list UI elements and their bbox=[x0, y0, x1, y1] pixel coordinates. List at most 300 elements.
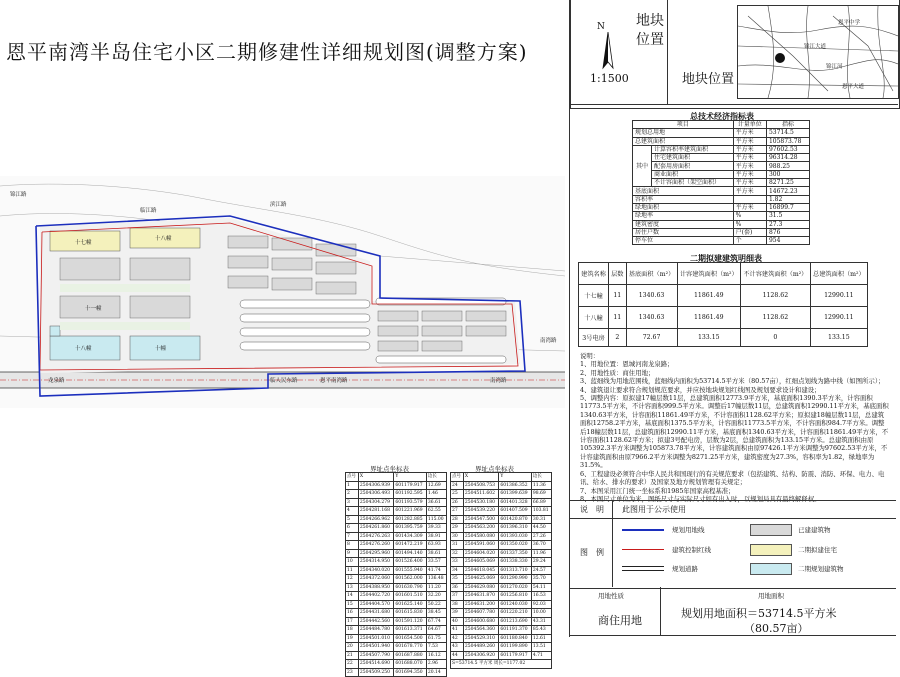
table-row bbox=[633, 228, 810, 236]
road-label: 滨江路 bbox=[270, 202, 287, 208]
table-row bbox=[346, 549, 447, 558]
row-value: 97602.53 bbox=[766, 145, 809, 153]
column-header: 总建筑面积（m²） bbox=[810, 263, 867, 285]
row-unit: 平方米 bbox=[733, 145, 766, 153]
row-value: 27.3 bbox=[766, 220, 809, 228]
location-map-graphic bbox=[738, 6, 898, 98]
cell: 601395.759 bbox=[394, 524, 426, 533]
cell: 601282.885 bbox=[394, 515, 426, 524]
cell: 23 bbox=[346, 668, 359, 677]
cell: 601337.350 bbox=[499, 549, 531, 558]
scale-label: 1:1500 bbox=[590, 72, 629, 85]
row-label: 容积率 bbox=[633, 195, 734, 203]
row-value: 1.82 bbox=[766, 195, 809, 203]
row-unit: 平方米 bbox=[733, 137, 766, 145]
note-line: 7、本图采用江门统一坐标系和1985年国家高程基准； bbox=[580, 486, 735, 495]
cell: 1340.63 bbox=[626, 307, 677, 329]
cell: 16.12 bbox=[426, 651, 446, 660]
cell: 2504484.780 bbox=[358, 626, 394, 635]
row-value: 8271.25 bbox=[766, 179, 809, 187]
row-value: 876 bbox=[766, 228, 809, 236]
cell: 2504306.939 bbox=[358, 481, 394, 490]
cell: 12.69 bbox=[426, 481, 446, 490]
cell: 4 bbox=[346, 507, 359, 516]
cell: 36.70 bbox=[531, 541, 551, 550]
cell: 2504501.010 bbox=[358, 634, 394, 643]
legend-swatch-road bbox=[622, 566, 664, 571]
legend-swatch-boundary bbox=[622, 529, 664, 531]
column-header: 项目 bbox=[633, 121, 734, 129]
table-row bbox=[579, 307, 868, 329]
cell: 601630.790 bbox=[394, 583, 426, 592]
table-row bbox=[346, 490, 447, 499]
cell: 1.46 bbox=[426, 490, 446, 499]
cell: 4.71 bbox=[531, 651, 551, 660]
row-value: 954 bbox=[766, 237, 809, 245]
cell: 11 bbox=[609, 307, 627, 329]
cell: 12.61 bbox=[531, 634, 551, 643]
cell: 16 bbox=[346, 609, 359, 618]
cell: 7.53 bbox=[426, 643, 446, 652]
cell: 13.51 bbox=[531, 643, 551, 652]
table-row bbox=[451, 558, 552, 567]
cell: 62.55 bbox=[426, 507, 446, 516]
locmap-label: 恩平中学 bbox=[838, 20, 861, 26]
cell: 601213.690 bbox=[499, 617, 531, 626]
cell: 601434.309 bbox=[394, 532, 426, 541]
cell: 20 bbox=[346, 643, 359, 652]
cell: 2504631.200 bbox=[463, 600, 499, 609]
cell: 2504306.920 bbox=[463, 651, 499, 660]
cell: 11 bbox=[609, 285, 627, 307]
cell: 2.96 bbox=[426, 660, 446, 669]
legend-label: 已建建筑物 bbox=[798, 526, 831, 534]
row-label: 停车位 bbox=[633, 237, 734, 245]
cell: 15 bbox=[346, 600, 359, 609]
column-header: 点号 bbox=[346, 473, 359, 482]
row-unit: % bbox=[733, 212, 766, 220]
cell: 30.31 bbox=[531, 515, 551, 524]
row-unit: 平方米 bbox=[733, 179, 766, 187]
cell: 11861.49 bbox=[677, 285, 740, 307]
table-row bbox=[451, 498, 552, 507]
legend-side-label: 图 例 bbox=[580, 548, 604, 557]
row-label: 基底面积 bbox=[633, 187, 734, 195]
row-value: 14672.23 bbox=[766, 187, 809, 195]
column-header: 基底面积（m²） bbox=[626, 263, 677, 285]
column-header: 指标 bbox=[766, 121, 809, 129]
row-label: 住宅建筑面积 bbox=[652, 154, 734, 162]
cell: 1128.62 bbox=[741, 285, 811, 307]
panel-border bbox=[569, 0, 570, 637]
note-line: 2、用地性质：商住用地； bbox=[580, 368, 655, 377]
row-unit: 平方米 bbox=[733, 203, 766, 211]
row-label: 建筑密度 bbox=[633, 220, 734, 228]
coord-table-2 bbox=[450, 472, 552, 669]
row-label: 绿地面积 bbox=[633, 203, 734, 211]
table-row bbox=[451, 507, 552, 516]
table-row bbox=[346, 592, 447, 601]
table-row bbox=[346, 668, 447, 677]
road-label: 临江路 bbox=[140, 208, 157, 214]
cell: 2504631.870 bbox=[463, 592, 499, 601]
column-header: Y bbox=[499, 473, 531, 482]
cell: 2504442.560 bbox=[358, 617, 394, 626]
legend-heading-row bbox=[570, 500, 896, 519]
cell: 133.15 bbox=[677, 329, 740, 347]
cell: 601193.579 bbox=[394, 498, 426, 507]
building-table-title: 二期拟建建筑明细表 bbox=[690, 253, 762, 263]
legend-label: 规划道路 bbox=[672, 565, 698, 573]
cell: 601256.810 bbox=[499, 592, 531, 601]
cell: 601270.020 bbox=[499, 583, 531, 592]
row-label: 总建筑面积 bbox=[633, 137, 734, 145]
cell: 2504604.020 bbox=[463, 549, 499, 558]
cell: 136.48 bbox=[426, 575, 446, 584]
site-plan-graphic bbox=[0, 176, 565, 408]
table-row bbox=[451, 651, 552, 660]
legend-heading-text: 此图用于公示使用 bbox=[622, 505, 686, 514]
cell: 39.33 bbox=[426, 524, 446, 533]
column-header: 计容建筑面积（m²） bbox=[677, 263, 740, 285]
cell: 601199.890 bbox=[499, 643, 531, 652]
sheet-title: 地块位置 bbox=[636, 13, 664, 48]
note-line: 6、工程建设必须符合中华人民共和国现行的有关规范要求（包括建筑、结构、防震、消防、环保、电力、电讯、给水、排水的要求）及国家及地方规划管理有关规定； bbox=[580, 469, 885, 487]
cell: 3 bbox=[346, 498, 359, 507]
legend-divider bbox=[612, 500, 613, 587]
road-label: 南湾路 bbox=[490, 378, 507, 384]
building-detail-table bbox=[578, 262, 868, 347]
cell: 133.15 bbox=[810, 329, 867, 347]
cell: 10.00 bbox=[531, 609, 551, 618]
site-location-marker bbox=[775, 53, 785, 63]
cell: 27 bbox=[451, 507, 464, 516]
cell: 601290.990 bbox=[499, 575, 531, 584]
table-row bbox=[346, 651, 447, 660]
cell: 2 bbox=[346, 490, 359, 499]
row-label: 绿地率 bbox=[633, 212, 734, 220]
cell: 38 bbox=[451, 600, 464, 609]
table-row bbox=[633, 220, 810, 228]
table-row bbox=[451, 481, 552, 490]
land-area-mu: （80.57亩） bbox=[744, 622, 809, 635]
row-unit: % bbox=[733, 220, 766, 228]
cell: 11.36 bbox=[531, 481, 551, 490]
cell: 19 bbox=[346, 634, 359, 643]
table-header-row bbox=[451, 473, 552, 482]
row-unit: 平方米 bbox=[733, 187, 766, 195]
cell: 2504295.960 bbox=[358, 549, 394, 558]
legend-label: 规划用地线 bbox=[672, 526, 705, 534]
cell: 43.31 bbox=[531, 617, 551, 626]
cell: 2504580.080 bbox=[463, 532, 499, 541]
cell: 2504507.790 bbox=[358, 651, 394, 660]
land-area-value: 规划用地面积＝53714.5平方米 bbox=[681, 607, 837, 620]
locmap-label: 恩平大道 bbox=[842, 84, 865, 90]
table-row bbox=[346, 515, 447, 524]
cell: 601220.210 bbox=[499, 609, 531, 618]
table-row bbox=[451, 617, 552, 626]
cell: 2504276.263 bbox=[358, 532, 394, 541]
cell: 85.43 bbox=[531, 626, 551, 635]
cell: 42 bbox=[451, 634, 464, 643]
column-header: 层数 bbox=[609, 263, 627, 285]
column-header: X bbox=[463, 473, 499, 482]
row-unit: 平方米 bbox=[733, 170, 766, 178]
locmap-label: 锦江河 bbox=[826, 64, 843, 70]
table-row bbox=[346, 643, 447, 652]
table-row bbox=[451, 626, 552, 635]
cell: 601694.350 bbox=[394, 668, 426, 677]
table-row bbox=[633, 195, 810, 203]
table-row bbox=[346, 558, 447, 567]
cell: 3号电房 bbox=[579, 329, 609, 347]
cell: 2504261.860 bbox=[358, 524, 394, 533]
cell: 601687.880 bbox=[394, 651, 426, 660]
table-header-row bbox=[579, 263, 868, 285]
cell: 601240.030 bbox=[499, 600, 531, 609]
note-line: 说明： bbox=[580, 352, 600, 360]
table-row bbox=[451, 549, 552, 558]
legend-label: 二期拟建住宅 bbox=[798, 546, 837, 554]
cell: 2504514.690 bbox=[358, 660, 394, 669]
cell: 2504605.069 bbox=[463, 558, 499, 567]
cell: 30 bbox=[451, 532, 464, 541]
cell: 2504404.570 bbox=[358, 600, 394, 609]
legend-swatch-redline bbox=[622, 549, 664, 550]
road-label: 南湾路 bbox=[540, 338, 557, 344]
cell: 2504501.940 bbox=[358, 643, 394, 652]
row-label: 规划总用地 bbox=[633, 129, 734, 137]
cell: 1340.63 bbox=[626, 285, 677, 307]
cell: 8 bbox=[346, 541, 359, 550]
cell: 27.26 bbox=[531, 532, 551, 541]
cell: 5 bbox=[346, 515, 359, 524]
cell: 2504607.780 bbox=[463, 609, 499, 618]
cell: 13 bbox=[346, 583, 359, 592]
cell: 32.20 bbox=[426, 592, 446, 601]
cell: 601625.140 bbox=[394, 600, 426, 609]
north-arrow-icon bbox=[601, 32, 615, 72]
cell: 0 bbox=[741, 329, 811, 347]
cell: 601191.370 bbox=[499, 626, 531, 635]
cell: 601179.917 bbox=[499, 651, 531, 660]
table-row bbox=[451, 634, 552, 643]
row-label: 配套用房面积 bbox=[652, 162, 734, 170]
cell: 2504304.279 bbox=[358, 498, 394, 507]
cell: 601654.500 bbox=[394, 634, 426, 643]
cell: 2504489.260 bbox=[463, 643, 499, 652]
table-row bbox=[346, 660, 447, 669]
legend-swatch-existing bbox=[750, 524, 792, 536]
row-label: 商业面积 bbox=[652, 170, 734, 178]
cell: 2504618.045 bbox=[463, 566, 499, 575]
table-row bbox=[633, 154, 810, 162]
building-label: 十幢 bbox=[155, 346, 167, 352]
cell: 2504600.680 bbox=[463, 617, 499, 626]
cell: 2504281.168 bbox=[358, 507, 394, 516]
cell: 601678.770 bbox=[394, 643, 426, 652]
cell: 2504276.260 bbox=[358, 541, 394, 550]
land-use-divider bbox=[660, 587, 661, 635]
table-row bbox=[633, 170, 810, 178]
note-line: 8、本图尺寸单位为米，图纸尺寸与实际尺寸如有出入时，以规划局具有最终解释权。 bbox=[580, 494, 821, 503]
row-value: 31.5 bbox=[766, 212, 809, 220]
table-row bbox=[633, 237, 810, 245]
cell: 9 bbox=[346, 549, 359, 558]
cell: 2504591.060 bbox=[463, 541, 499, 550]
table-row bbox=[346, 634, 447, 643]
cell: 601591.120 bbox=[394, 617, 426, 626]
cell: 38.45 bbox=[426, 609, 446, 618]
cell: 72.67 bbox=[626, 329, 677, 347]
cell: 35.70 bbox=[531, 575, 551, 584]
cell: 11861.49 bbox=[677, 307, 740, 329]
cell: 2504388.950 bbox=[358, 583, 394, 592]
location-inset-map bbox=[737, 5, 899, 99]
cell: 2504629.080 bbox=[463, 583, 499, 592]
cell: 64.67 bbox=[426, 626, 446, 635]
table-row bbox=[451, 600, 552, 609]
row-value: 105873.78 bbox=[766, 137, 809, 145]
table-row bbox=[579, 285, 868, 307]
cell: 十七幢 bbox=[579, 285, 609, 307]
table-row bbox=[579, 329, 868, 347]
cell: 67.74 bbox=[426, 617, 446, 626]
cell: 601399.639 bbox=[499, 490, 531, 499]
cell: 25 bbox=[451, 490, 464, 499]
table-row bbox=[633, 203, 810, 211]
cell: 2504508.753 bbox=[463, 481, 499, 490]
table-row bbox=[346, 575, 447, 584]
table-row bbox=[451, 515, 552, 524]
table-row bbox=[633, 179, 810, 187]
table-row bbox=[451, 592, 552, 601]
cell: 37 bbox=[451, 592, 464, 601]
cell: 26 bbox=[451, 498, 464, 507]
cell: 31 bbox=[451, 541, 464, 550]
cell: 2504563.200 bbox=[463, 524, 499, 533]
table-row bbox=[346, 507, 447, 516]
row-unit: 个 bbox=[733, 237, 766, 245]
cell: 34 bbox=[451, 566, 464, 575]
land-area-col-label: 用地面积 bbox=[758, 592, 784, 600]
table-header-row bbox=[633, 121, 810, 129]
legend-label: 二期规划建筑物 bbox=[798, 565, 844, 573]
table-row bbox=[633, 212, 810, 220]
cell: 40 bbox=[451, 617, 464, 626]
cell: 38.61 bbox=[426, 549, 446, 558]
locmap-label: 锦江大道 bbox=[804, 44, 827, 50]
table-row bbox=[346, 583, 447, 592]
cell: 44 bbox=[451, 651, 464, 660]
table-row bbox=[451, 643, 552, 652]
cell: 63.93 bbox=[426, 541, 446, 550]
cell: 2504529.310 bbox=[463, 634, 499, 643]
cell: 2504511.602 bbox=[463, 490, 499, 499]
cell: 1 bbox=[346, 481, 359, 490]
cell: 2504530.180 bbox=[463, 498, 499, 507]
table-row bbox=[451, 566, 552, 575]
header-divider bbox=[570, 104, 898, 105]
column-header: 计量单位 bbox=[733, 121, 766, 129]
cell: 29 bbox=[451, 524, 464, 533]
coord-table-title: 界址点坐标表 bbox=[370, 465, 409, 473]
table-row bbox=[633, 145, 810, 153]
row-label: 不计容面积（架空面积） bbox=[652, 179, 734, 187]
cell: 601526.400 bbox=[394, 558, 426, 567]
table-row bbox=[451, 524, 552, 533]
table-row bbox=[633, 187, 810, 195]
column-header: 不计容建筑面积（m²） bbox=[741, 263, 811, 285]
row-unit: 平方米 bbox=[733, 129, 766, 137]
row-label: 居住户数 bbox=[633, 228, 734, 236]
cell: 11.20 bbox=[426, 583, 446, 592]
cell: 1128.62 bbox=[741, 307, 811, 329]
row-value: 53714.5 bbox=[766, 129, 809, 137]
note-line: 3、蓝细线为用地范围线，蓝细线内面积为53714.5平方米（80.57亩），红细点划线为路中线（如图所示）； bbox=[580, 377, 885, 386]
north-letter: N bbox=[597, 22, 605, 32]
cell: 601407.509 bbox=[499, 507, 531, 516]
road-label: 恩平南湾路 bbox=[320, 378, 348, 384]
cell: 601179.917 bbox=[394, 481, 426, 490]
cell: 22 bbox=[346, 660, 359, 669]
cell: 54.11 bbox=[531, 583, 551, 592]
drawing-title: 恩平南湾半岛住宅小区二期修建性详细规划图(调整方案) bbox=[6, 40, 528, 64]
column-header: 建筑名称 bbox=[579, 263, 609, 285]
cell: 44.50 bbox=[531, 524, 551, 533]
table-row bbox=[451, 575, 552, 584]
cell: 33.57 bbox=[426, 558, 446, 567]
cell: 601601.510 bbox=[394, 592, 426, 601]
cell: 2504564.360 bbox=[463, 626, 499, 635]
cell: 21 bbox=[346, 651, 359, 660]
cell: 38.91 bbox=[426, 532, 446, 541]
legend-swatch-phase2-residential bbox=[750, 544, 792, 556]
row-value: 300 bbox=[766, 170, 809, 178]
cell: 28 bbox=[451, 515, 464, 524]
cell: 33 bbox=[451, 558, 464, 567]
land-use-col-label: 用地性质 bbox=[598, 592, 624, 600]
cell: 601313.710 bbox=[499, 566, 531, 575]
row-unit: 平方米 bbox=[733, 162, 766, 170]
road-label: 锦江路 bbox=[10, 192, 27, 198]
building-label: 十七幢 bbox=[75, 240, 92, 246]
legend-heading-label: 说 明 bbox=[580, 505, 604, 514]
building-label: 十一幢 bbox=[85, 306, 102, 312]
cell: 36.61 bbox=[426, 498, 446, 507]
cell: 601338.330 bbox=[499, 558, 531, 567]
cell: 601472.219 bbox=[394, 541, 426, 550]
road-label: 临人民东路 bbox=[270, 378, 298, 384]
cell: 17 bbox=[346, 617, 359, 626]
cell: 601396.310 bbox=[499, 524, 531, 533]
note-line: 5、调整内容：原拟建17幢层数11层，总建筑面积12773.9平方米，基底面积1390.3平方米，计容面积11773.5平方米，不计容面积999.5平方米。调整后17幢层数11层，总建筑面积12990.11平方米，基底面积1340.63平方米，计容面积11861.49平方米，不计容面积1128.62平方米；原拟建18幢层数11层，总建筑面积12758.2平方米，基底面积1375.5平方米，计容面积11773.5平方米，不计容面积984.7平方米。调整后18幢层数11层，总建筑面积12990.11平方米，基底面积1340.63平方米，计容面积11861.49平方米，不计容面积1128.62平方米；拟建3号配电房，层数为2层，总建筑面积为133.15平方米。总建筑面积由原105392.3平方米调整为105873.78平方米，计容建筑面积由原97426.1平方米调整为97602.53平方米，不计容建筑面积由原7966.2平方米调整为8271.25平方米，建筑密度为27.3%，容积率为1.82，绿地率为31.5%。 bbox=[580, 394, 889, 470]
column-header: 边长 bbox=[426, 473, 446, 482]
row-unit: 户(套) bbox=[733, 228, 766, 236]
cell: 601688.070 bbox=[394, 660, 426, 669]
cell: 6 bbox=[346, 524, 359, 533]
table-row bbox=[451, 532, 552, 541]
row-value: 988.25 bbox=[766, 162, 809, 170]
cell: 601221.969 bbox=[394, 507, 426, 516]
econ-table-title: 总技术经济指标表 bbox=[690, 111, 754, 121]
legend-swatch-phase2-planned bbox=[750, 563, 792, 575]
cell: 12990.11 bbox=[810, 285, 867, 307]
cell: 61.75 bbox=[426, 634, 446, 643]
site-plan-drawing bbox=[0, 176, 565, 408]
cell: 11.96 bbox=[531, 549, 551, 558]
